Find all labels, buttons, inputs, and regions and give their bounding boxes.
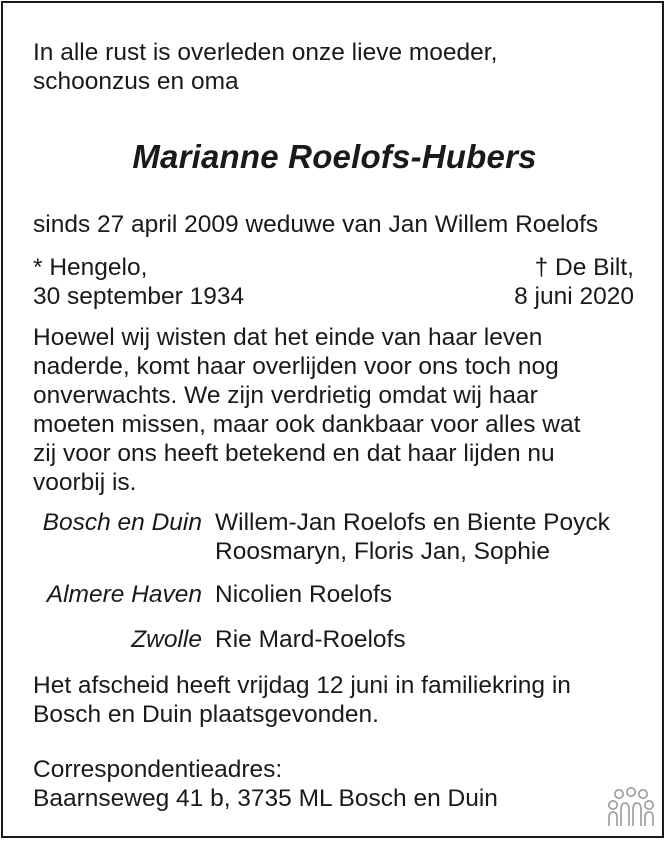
family-names (215, 580, 392, 609)
body-line: zij voor ons heeft betekend en dat haar lijden nu (33, 440, 555, 467)
body-text (33, 323, 580, 497)
birth-place: * Hengelo, (33, 254, 148, 281)
farewell-text (33, 671, 571, 729)
family-place: Almere Haven (46, 581, 202, 608)
death-place: † De Bilt, (534, 254, 634, 281)
intro-text (33, 38, 497, 96)
body-line: Hoewel wij wisten dat het einde van haar leven (33, 324, 543, 351)
correspondence-label: Correspondentieadres: (33, 756, 283, 783)
birth-date: 30 september 1934 (33, 283, 245, 310)
people-group-icon (606, 786, 656, 828)
body-line: naderde, komt haar overlijden voor ons toch nog (33, 353, 559, 380)
family-place: Bosch en Duin (42, 509, 202, 536)
family-name-line: Roosmaryn, Floris Jan, Sophie (215, 538, 550, 565)
family-names (215, 625, 406, 654)
farewell-line: Het afscheid heeft vrijdag 12 juni in familiekring in (33, 672, 571, 699)
widow-line: sinds 27 april 2009 weduwe van Jan Willem Roelofs (33, 211, 599, 238)
family-name-line: Willem-Jan Roelofs en Biente Poyck (215, 509, 610, 536)
body-line: moeten missen, maar ook dankbaar voor alles wat (33, 411, 581, 438)
intro-line: schoonzus en oma (33, 68, 239, 95)
body-line: voorbij is. (33, 469, 137, 496)
family-name-line: Nicolien Roelofs (215, 581, 393, 608)
farewell-line: Bosch en Duin plaatsgevonden. (33, 701, 379, 728)
family-name-line: Rie Mard-Roelofs (215, 626, 406, 653)
family-names (215, 508, 610, 566)
birth-info (33, 253, 244, 311)
correspondence-street: Baarnseweg 41 b, 3735 ML Bosch en Duin (33, 785, 498, 812)
correspondence-address (33, 755, 498, 813)
death-date: 8 juni 2020 (514, 283, 634, 310)
family-place: Zwolle (131, 626, 202, 653)
intro-line: In alle rust is overleden onze lieve moeder, (33, 39, 498, 66)
body-line: onverwachts. We zijn verdrietig omdat wij haar (33, 382, 538, 409)
deceased-name: Marianne Roelofs-Hubers (132, 138, 537, 175)
death-info (514, 253, 634, 311)
